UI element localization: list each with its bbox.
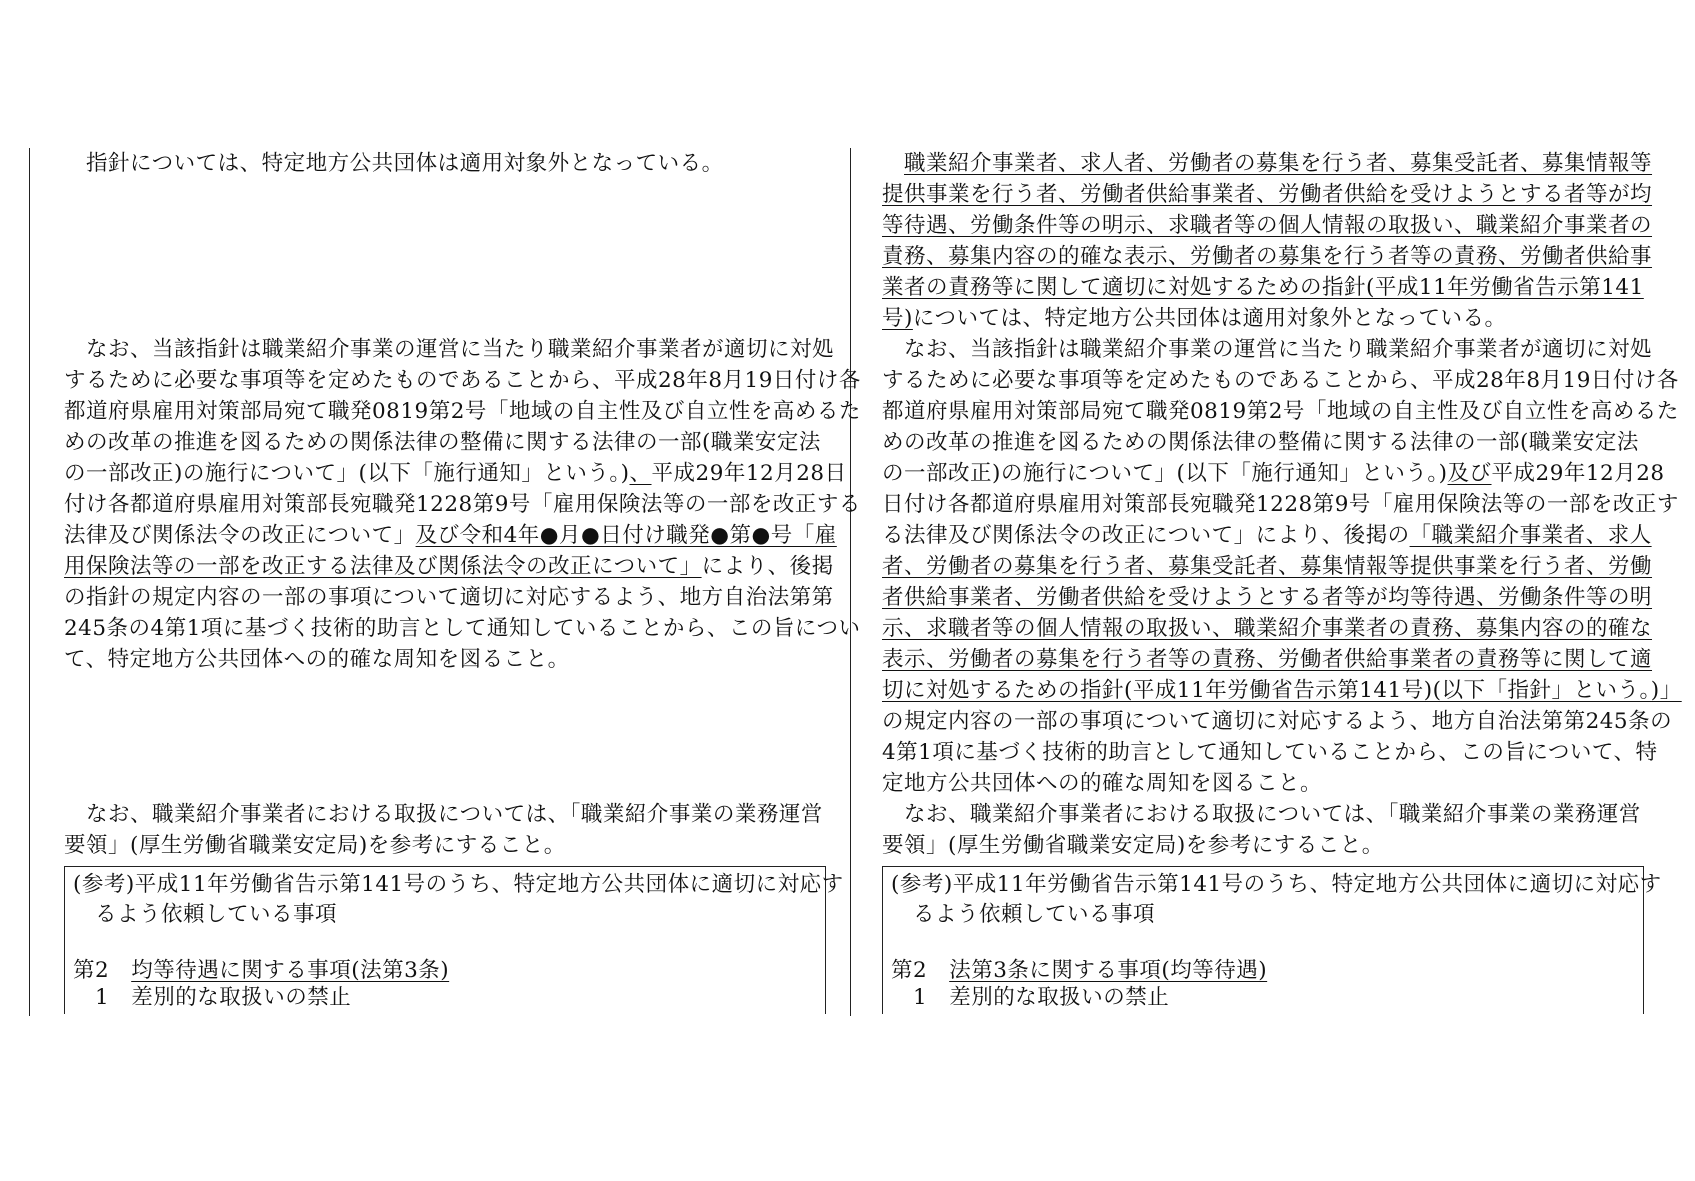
right-guideline-title: 職業紹介事業者、求人者、労働者の募集を行う者、募集受託者、募集情報等 提供事業を行う者、労働者供給事業者、労働者供給を受けようとする者等が均 等待遇、労働条件等の明示、求職者等の個人情報の取扱い、職業紹介事業者の 責務、募集内容の的確な表示、労働者の募集を行う者等の責務、労働者供給事 業者の責務等に関して適切に対処するための指針(平成11年労働省告示第141 号) — [882, 151, 1653, 331]
right-item-heading: 1 差別的な取扱いの禁止 — [891, 985, 1170, 1010]
left-paragraph-notice: なお、当該指針は職業紹介事業の運営に当たり職業紹介事業者が適切に対処 するために必要な事項等を定めたものであることから、平成28年8月19日付け各 都道府県雇用対策部局宛て職発0819第2号「地域の自主性及び自立性を高めるた めの改革の推進を図るための関係法律の整備に関する法律の一部(職業安定法 の一部改正)の施行について」(以下「施行通知」という。)、平成29年12月28日 付け各都道府県雇用対策部長宛職発1228第9号「雇用保険法等の一部を改正する 法律及び関係法令の改正について」及び令和4年●月●日付け職発●第●号「雇 用保険法等の一部を改正する法律及び関係法令の改正について」により、後掲 の指針の規定内容の一部の事項について適切に対応するよう、地方自治法第第 245条の4第1項に基づく技術的助言として通知していることから、この旨につい て、特定地方公共団体への的確な周知を図ること。 — [64, 337, 861, 672]
left-section-heading: 第2 均等待遇に関する事項(法第3条) — [73, 958, 450, 983]
left-inserted-reiwa-notice: 及び令和4年●月●日付け職発●第●号「雇 用保険法等の一部を改正する法律及び関係法令の改正について」 — [64, 523, 837, 579]
left-paragraph-handling: なお、職業紹介事業者における取扱については、「職業紹介事業の業務運営 要領」(厚生労働省職業安定局)を参考にすること。 — [64, 802, 823, 858]
center-divider-rule — [850, 148, 851, 1016]
right-ref-heading-cont: るよう依頼している事項 — [891, 902, 1156, 927]
right-ref-heading: (参考)平成11年労働省告示第141号のうち、特定地方公共団体に適切に対応す — [891, 872, 1662, 897]
left-paragraph-scope: 指針については、特定地方公共団体は適用対象外となっている。 — [86, 151, 724, 176]
right-section-heading: 第2 法第3条に関する事項(均等待遇) — [891, 958, 1268, 983]
right-deleted-conjunction: 及び — [1447, 461, 1492, 486]
left-reference-box — [64, 866, 844, 1014]
left-inserted-comma: 、 — [629, 461, 652, 486]
left-ref-heading-cont: るよう依頼している事項 — [73, 902, 338, 927]
left-item-heading: 1 差別的な取扱いの禁止 — [73, 985, 352, 1010]
left-margin-rule — [29, 148, 30, 1016]
right-paragraph-scope: 職業紹介事業者、求人者、労働者の募集を行う者、募集受託者、募集情報等 提供事業を行う者、労働者供給事業者、労働者供給を受けようとする者等が均 等待遇、労働条件等の明示、求職者等の個人情報の取扱い、職業紹介事業者の 責務、募集内容の的確な表示、労働者の募集を行う者等の責務、労働者供給事 業者の責務等に関して適切に対処するための指針(平成11年労働省告示第141 号)については、特定地方公共団体は適用対象外となっている。 — [882, 151, 1653, 331]
left-ref-heading: (参考)平成11年労働省告示第141号のうち、特定地方公共団体に適切に対応す — [73, 872, 844, 897]
right-paragraph-notice: なお、当該指針は職業紹介事業の運営に当たり職業紹介事業者が適切に対処 するために必要な事項等を定めたものであることから、平成28年8月19日付け各 都道府県雇用対策部局宛て職発0819第2号「地域の自主性及び自立性を高めるた めの改革の推進を図るための関係法律の整備に関する法律の一部(職業安定法 の一部改正)の施行について」(以下「施行通知」という。)及び平成29年12月28 日付け各都道府県雇用対策部長宛職発1228第9号「雇用保険法等の一部を改正す る法律及び関係法令の改正について」により、後掲の「職業紹介事業者、求人 者、労働者の募集を行う者、募集受託者、募集情報等提供事業を行う者、労働 者供給事業者、労働者供給を受けようとする者等が均等待遇、労働条件等の明 示、求職者等の個人情報の取扱い、職業紹介事業者の責務、募集内容の的確な 表示、労働者の募集を行う者等の責務、労働者供給事業者の責務等に関して適 切に対処するための指針(平成11年労働省告示第141号)(以下「指針」という。)」 の規定内容の一部の事項について適切に対応するよう、地方自治法第第245条の 4第1項に基づく技術的助言として通知していることから、この旨について、特 定地方公共団体への的確な周知を図ること。 — [882, 337, 1682, 796]
right-deleted-guideline-quote: 「職業紹介事業者、求人 者、労働者の募集を行う者、募集受託者、募集情報等提供事業を行う者、労働 者供給事業者、労働者供給を受けようとする者等が均等待遇、労働条件等の明 示、求職者等の個人情報の取扱い、職業紹介事業者の責務、募集内容の的確な 表示、労働者の募集を行う者等の責務、労働者供給事業者の責務等に関して適 切に対処するための指針(平成11年労働省告示第141号)(以下「指針」という。)」 — [882, 523, 1682, 703]
right-reference-box — [882, 866, 1662, 1014]
right-paragraph-handling: なお、職業紹介事業者における取扱については、「職業紹介事業の業務運営 要領」(厚生労働省職業安定局)を参考にすること。 — [882, 802, 1641, 858]
